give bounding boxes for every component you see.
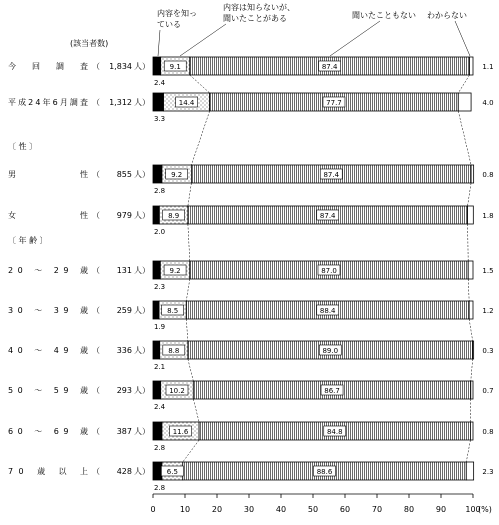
connector-line bbox=[191, 111, 209, 165]
connector-line bbox=[186, 319, 188, 341]
bar-row bbox=[8, 57, 494, 93]
legend-label-heard: 内容は知らないが、 bbox=[223, 3, 295, 12]
bar-segment bbox=[153, 301, 159, 319]
respondent-suffix: 人） bbox=[134, 170, 150, 179]
bar-segment bbox=[153, 381, 161, 399]
bar-segment bbox=[468, 206, 474, 224]
bar-segment bbox=[471, 165, 474, 183]
bar-segment bbox=[471, 381, 473, 399]
data-label-know: 2.1 bbox=[154, 363, 166, 371]
bar-segment bbox=[153, 341, 160, 359]
legend-leader bbox=[158, 30, 160, 56]
bar-segment bbox=[470, 422, 473, 440]
legend-leader bbox=[330, 21, 380, 56]
connector-line bbox=[183, 440, 199, 462]
connector-line bbox=[468, 279, 469, 301]
data-label-heard: 10.2 bbox=[169, 387, 185, 395]
legend-label-know-2: ている bbox=[157, 20, 181, 29]
row-label: 60 ～ 69 歳 bbox=[8, 427, 88, 436]
group-heading-sex: 〔 性 〕 bbox=[8, 142, 38, 151]
respondent-open: （ bbox=[92, 170, 100, 179]
row-label: 70 歳 以 上 bbox=[8, 467, 88, 476]
bar-row bbox=[8, 381, 494, 422]
data-label-know: 3.3 bbox=[154, 115, 166, 123]
bar-row bbox=[8, 261, 494, 301]
x-tick-label: 0 bbox=[150, 505, 156, 514]
respondent-open: （ bbox=[92, 386, 100, 395]
bar-segment bbox=[153, 206, 159, 224]
bar-segment bbox=[473, 341, 474, 359]
respondent-suffix: 人） bbox=[134, 266, 150, 275]
row-label: 20 ～ 29 歳 bbox=[8, 266, 88, 275]
data-label-know: 2.4 bbox=[154, 403, 166, 411]
data-label-dontknow: 4.0 bbox=[482, 99, 494, 107]
x-tick-label: 90 bbox=[435, 505, 447, 514]
data-label-dontknow: 1.5 bbox=[482, 267, 494, 275]
legend-leader bbox=[180, 24, 226, 56]
data-label-never: 88.4 bbox=[319, 307, 336, 315]
connector-line bbox=[188, 359, 193, 381]
respondent-suffix: 人） bbox=[134, 62, 150, 71]
respondent-count: 1,834 bbox=[109, 62, 132, 71]
bar-row bbox=[8, 206, 494, 261]
connector-line bbox=[193, 399, 199, 422]
respondents-header: (該当者数) bbox=[70, 39, 109, 48]
respondent-open: （ bbox=[92, 467, 100, 476]
bar-segment bbox=[469, 301, 473, 319]
respondent-open: （ bbox=[92, 306, 100, 315]
respondent-count: 979 bbox=[116, 211, 132, 220]
data-label-dontknow: 0.8 bbox=[482, 171, 494, 179]
data-label-heard: 11.6 bbox=[172, 428, 189, 436]
respondent-open: （ bbox=[92, 427, 100, 436]
data-label-dontknow: 2.3 bbox=[482, 468, 494, 476]
row-label: 男 性 bbox=[8, 170, 88, 179]
bar-row bbox=[8, 93, 494, 165]
bar-segment bbox=[153, 422, 162, 440]
respondent-count: 387 bbox=[116, 427, 132, 436]
row-label: 平成24年6月調査 bbox=[8, 98, 88, 107]
respondent-open: （ bbox=[92, 211, 100, 220]
bar-segment bbox=[153, 261, 160, 279]
bar-segment bbox=[466, 462, 473, 480]
data-label-dontknow: 0.7 bbox=[482, 387, 494, 395]
row-label: 30 ～ 39 歳 bbox=[8, 306, 88, 315]
x-tick-label: 10 bbox=[179, 505, 191, 514]
connector-line bbox=[468, 183, 472, 206]
x-axis-unit: (%) bbox=[478, 505, 492, 514]
data-label-heard: 8.9 bbox=[168, 212, 180, 220]
respondent-count: 131 bbox=[116, 266, 132, 275]
data-label-heard: 14.4 bbox=[178, 99, 195, 107]
connector-line bbox=[458, 75, 469, 93]
bar-row bbox=[8, 165, 494, 206]
x-tick-label: 80 bbox=[403, 505, 415, 514]
data-label-heard: 8.5 bbox=[167, 307, 179, 315]
bar-segment bbox=[469, 57, 473, 75]
respondent-suffix: 人） bbox=[134, 306, 150, 315]
x-tick-label: 70 bbox=[371, 505, 383, 514]
connector-line bbox=[471, 359, 473, 381]
respondent-count: 855 bbox=[116, 170, 132, 179]
legend-label-know: 内容を知っ bbox=[157, 9, 197, 18]
x-tick-label: 50 bbox=[307, 505, 319, 514]
respondent-suffix: 人） bbox=[134, 386, 150, 395]
respondent-count: 336 bbox=[116, 346, 132, 355]
connector-line bbox=[188, 224, 190, 261]
data-label-never: 87.4 bbox=[323, 171, 340, 179]
row-label: 今 回 調 査 bbox=[8, 62, 88, 71]
bar-row bbox=[8, 422, 494, 462]
data-label-heard: 9.1 bbox=[169, 63, 181, 71]
bar-segment bbox=[153, 462, 162, 480]
respondent-suffix: 人） bbox=[134, 98, 150, 107]
connector-line bbox=[466, 440, 470, 462]
data-label-know: 2.3 bbox=[154, 283, 166, 291]
bar-segment bbox=[458, 93, 471, 111]
data-label-know: 2.0 bbox=[154, 228, 166, 236]
connector-line bbox=[190, 75, 210, 93]
connector-line bbox=[468, 224, 469, 261]
legend-label-dontknow: わからない bbox=[427, 11, 467, 20]
respondent-open: （ bbox=[92, 346, 100, 355]
bar-segment bbox=[153, 57, 161, 75]
bar-row bbox=[8, 341, 494, 381]
row-label: 女 性 bbox=[8, 211, 88, 220]
data-label-dontknow: 0.3 bbox=[482, 347, 494, 355]
data-label-heard: 8.8 bbox=[168, 347, 180, 355]
data-label-dontknow: 1.1 bbox=[482, 63, 494, 71]
bar-segment bbox=[153, 93, 164, 111]
data-label-know: 2.8 bbox=[154, 187, 166, 195]
respondent-count: 1,312 bbox=[109, 98, 132, 107]
data-label-never: 77.7 bbox=[326, 99, 342, 107]
data-label-dontknow: 1.8 bbox=[482, 212, 494, 220]
data-label-never: 89.0 bbox=[322, 347, 339, 355]
data-label-never: 86.7 bbox=[324, 387, 340, 395]
connector-line bbox=[458, 111, 471, 165]
data-label-never: 87.0 bbox=[321, 267, 337, 275]
data-label-heard: 9.2 bbox=[169, 267, 181, 275]
bar-segment bbox=[153, 165, 162, 183]
data-label-never: 87.4 bbox=[319, 212, 336, 220]
respondent-suffix: 人） bbox=[134, 211, 150, 220]
respondent-count: 428 bbox=[116, 467, 132, 476]
legend-label-never: 聞いたこともない bbox=[352, 11, 416, 20]
respondent-open: （ bbox=[92, 266, 100, 275]
data-label-heard: 9.2 bbox=[171, 171, 183, 179]
legend-leader bbox=[455, 21, 470, 56]
data-label-know: 1.9 bbox=[154, 323, 166, 331]
respondent-count: 259 bbox=[116, 306, 132, 315]
data-label-never: 88.6 bbox=[316, 468, 333, 476]
respondent-suffix: 人） bbox=[134, 427, 150, 436]
data-label-dontknow: 1.2 bbox=[482, 307, 494, 315]
data-label-know: 2.4 bbox=[154, 79, 166, 87]
respondent-suffix: 人） bbox=[134, 346, 150, 355]
group-heading-age: 〔 年 齢 〕 bbox=[8, 236, 48, 245]
connector-line bbox=[186, 279, 190, 301]
connector-line bbox=[469, 319, 473, 341]
respondent-count: 293 bbox=[116, 386, 132, 395]
connector-line bbox=[188, 183, 192, 206]
x-tick-label: 60 bbox=[339, 505, 351, 514]
x-tick-label: 20 bbox=[211, 505, 223, 514]
data-label-never: 87.4 bbox=[321, 63, 338, 71]
row-label: 40 ～ 49 歳 bbox=[8, 346, 88, 355]
bar-row bbox=[8, 462, 494, 492]
data-label-know: 2.8 bbox=[154, 484, 166, 492]
x-tick-label: 100 bbox=[465, 505, 481, 514]
respondent-open: （ bbox=[92, 98, 100, 107]
bar-segment bbox=[468, 261, 473, 279]
x-tick-label: 30 bbox=[243, 505, 255, 514]
data-label-never: 84.8 bbox=[326, 428, 343, 436]
data-label-know: 2.8 bbox=[154, 444, 166, 452]
data-label-heard: 6.5 bbox=[166, 468, 178, 476]
legend-label-heard-2: 聞いたことがある bbox=[223, 14, 287, 23]
respondent-suffix: 人） bbox=[134, 467, 150, 476]
x-tick-label: 40 bbox=[275, 505, 287, 514]
bar-row bbox=[8, 301, 494, 341]
row-label: 50 ～ 59 歳 bbox=[8, 386, 88, 395]
respondent-open: （ bbox=[92, 62, 100, 71]
data-label-dontknow: 0.8 bbox=[482, 428, 494, 436]
